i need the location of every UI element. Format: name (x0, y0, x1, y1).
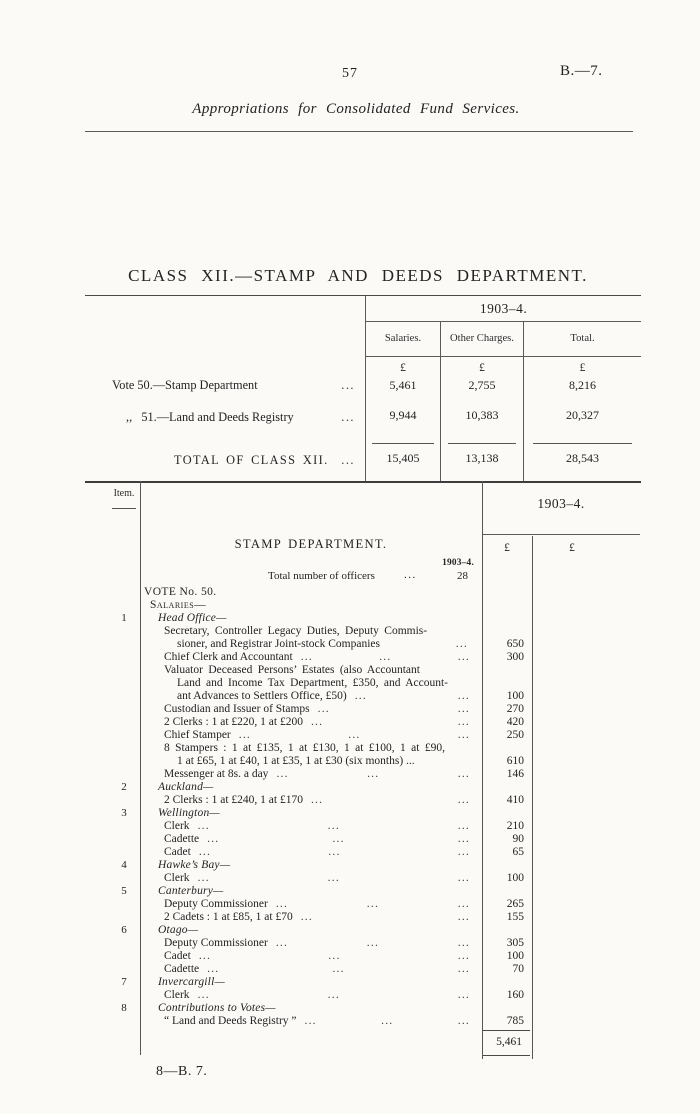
row-label: Clerk (164, 872, 190, 884)
row-label: Clerk (164, 820, 190, 832)
item-number: 5 (121, 885, 127, 897)
item-number: 8 (121, 1002, 127, 1014)
column-header-total: Total. (523, 322, 641, 357)
table-row (108, 1002, 640, 1015)
vote-heading-row (108, 586, 640, 599)
pound-sign: £ (523, 357, 641, 375)
dot-leader: ... ... ... (238, 729, 470, 741)
salaries-value: 9,944 (365, 405, 440, 438)
dot-leader: ... ... (310, 716, 470, 728)
salaries-heading: Salaries— (150, 599, 207, 611)
other-charges-value: 10,383 (440, 405, 523, 438)
page-number: 57 (342, 66, 358, 81)
sum-rule (533, 443, 631, 444)
other-charges-total: 13,138 (440, 448, 523, 475)
row-label: sioner, and Registrar Joint-stock Companies (177, 638, 380, 650)
summary-table (85, 295, 641, 483)
total-value: 20,327 (523, 405, 641, 438)
detail-table (108, 481, 640, 1059)
amount-cell: 90 (512, 833, 524, 845)
grand-total: 28,543 (523, 448, 641, 475)
amount-cell: 785 (506, 1015, 524, 1027)
row-label: TOTAL OF CLASS XII. (174, 453, 329, 467)
row-label: Contributions to Votes— (158, 1002, 276, 1014)
item-number: 1 (121, 612, 127, 624)
table-row (108, 859, 640, 872)
dot-leader: ... (341, 378, 355, 392)
table-row (108, 924, 640, 937)
table-row (108, 911, 640, 924)
dot-leader: ... ... ... (275, 898, 470, 910)
sum-rule (448, 443, 517, 444)
table-row (108, 625, 640, 638)
row-label: Cadette (164, 963, 200, 975)
dot-leader: ... ... ... (197, 820, 470, 832)
class-heading: CLASS XII.—STAMP AND DEEDS DEPARTMENT. (128, 266, 588, 285)
salaries-value: 5,461 (365, 375, 440, 405)
table-row (108, 963, 640, 976)
dot-leader: ... ... ... (300, 651, 470, 663)
item-header-rule (112, 508, 136, 509)
footer-signature: 8—B. 7. (156, 1064, 208, 1079)
sum-rule-cell (365, 438, 440, 448)
running-title: Appropriations for Consolidated Fund Services. (192, 101, 520, 117)
row-label: Deputy Commissioner (164, 898, 268, 910)
amount-cell: 65 (512, 846, 524, 858)
amount-cell: 265 (506, 898, 524, 910)
dot-leader: ... ... ... (198, 846, 470, 858)
dot-leader: ... ... ... (275, 937, 470, 949)
vote-heading: VOTE No. 50. (144, 586, 217, 598)
table-row (108, 612, 640, 625)
detail-table-header (108, 481, 640, 586)
row-label: “ Land and Deeds Registry ” (164, 1015, 297, 1027)
row-label: Invercargill— (158, 976, 225, 988)
amount-cell: 650 (506, 638, 524, 650)
dot-leader: ... ... (310, 794, 470, 806)
pound-sign: £ (440, 357, 523, 375)
column-header-other-charges: Other Charges. (440, 322, 523, 357)
amount-cell: 100 (506, 690, 524, 702)
table-row (108, 898, 640, 911)
table-row (108, 885, 640, 898)
dot-leader: ... ... (317, 703, 470, 715)
amount-cell: 100 (506, 872, 524, 884)
amount-cell: 420 (506, 716, 524, 728)
table-row (108, 729, 640, 742)
table-row (108, 950, 640, 963)
table-row (108, 820, 640, 833)
table-row (108, 781, 640, 794)
vote-total-row (108, 1028, 640, 1056)
row-label: Otago— (158, 924, 199, 936)
row-label: Cadet (164, 950, 191, 962)
doc-reference: B.—7. (560, 63, 603, 79)
amount-cell: 250 (506, 729, 524, 741)
row-label: Messenger at 8s. a day (164, 768, 269, 780)
table-row (108, 846, 640, 859)
amount-cell: 270 (506, 703, 524, 715)
amount-inner-divider (532, 536, 533, 1059)
row-label: Land and Income Tax Department, £350, and Account- (177, 677, 448, 689)
table-row (108, 742, 640, 755)
table-row (108, 664, 640, 677)
spacer-cell (85, 357, 365, 375)
table-row (108, 989, 640, 1002)
row-label: Cadet (164, 846, 191, 858)
item-number: 2 (121, 781, 127, 793)
item-column-header: Item. (113, 488, 135, 499)
amount-cell: 160 (506, 989, 524, 1001)
table-row (108, 976, 640, 989)
officers-label: Total number of officers (268, 570, 375, 582)
table-row (108, 872, 640, 885)
dot-leader: ... ... ... (304, 1015, 470, 1027)
amount-cell: 146 (506, 768, 524, 780)
row-label: 2 Clerks : 1 at £240, 1 at £170 (164, 794, 303, 806)
row-label: ant Advances to Settlers Office, £50) (177, 690, 347, 702)
table-row (108, 716, 640, 729)
row-label: 1 at £65, 1 at £40, 1 at £35, 1 at £30 (six months) ... (177, 755, 415, 767)
row-label: Canterbury— (158, 885, 224, 897)
sum-rule (372, 443, 434, 444)
amount-cell: 70 (512, 963, 524, 975)
dot-leader: ... ... ... (197, 989, 470, 1001)
sum-rule-cell (440, 438, 523, 448)
spacer-cell (85, 322, 365, 357)
table-row (108, 651, 640, 664)
table-row (108, 677, 640, 690)
pound-sign: £ (569, 542, 575, 554)
row-label: Chief Clerk and Accountant (164, 651, 293, 663)
column-header-salaries: Salaries. (365, 322, 440, 357)
table-row (108, 937, 640, 950)
row-label: 8 Stampers : 1 at £135, 1 at £130, 1 at £100, 1 at £90, (164, 742, 445, 754)
dot-leader: ... ... ... (198, 950, 470, 962)
dot-leader: ... ... ... (276, 768, 470, 780)
table-row (108, 768, 640, 781)
pound-sign: £ (365, 357, 440, 375)
officers-year-label: 1903–4. (442, 558, 474, 568)
amount-cell: 100 (506, 950, 524, 962)
table-row (108, 794, 640, 807)
spacer-cell (85, 296, 365, 322)
dot-leader: ... (404, 569, 417, 581)
sum-rule-cell (523, 438, 641, 448)
dot-leader: ... (341, 453, 355, 467)
item-number: 7 (121, 976, 127, 988)
vote-total: 5,461 (483, 1030, 530, 1056)
item-number: 6 (121, 924, 127, 936)
row-label: ,, 51.—Land and Deeds Registry (126, 410, 294, 424)
table-row (108, 807, 640, 820)
spacer-cell (85, 438, 365, 448)
item-number: 3 (121, 807, 127, 819)
dot-leader: ... ... ... (207, 963, 470, 975)
row-label: 2 Cadets : 1 at £85, 1 at £70 (164, 911, 293, 923)
dot-leader: ... ... ... (197, 872, 470, 884)
table-row (108, 1015, 640, 1028)
salaries-total: 15,405 (365, 448, 440, 475)
row-label: 2 Clerks : 1 at £220, 1 at £200 (164, 716, 303, 728)
row-label: Cadette (164, 833, 200, 845)
table-row (108, 703, 640, 716)
table-row-label (85, 405, 365, 438)
year-header-rule (482, 534, 640, 535)
table-row (108, 755, 640, 768)
officers-count: 28 (457, 570, 468, 582)
row-label: Auckland— (158, 781, 214, 793)
pound-sign: £ (504, 542, 510, 554)
row-label: Vote 50.—Stamp Department (112, 378, 258, 392)
row-label: Hawke’s Bay— (158, 859, 231, 871)
table-row (108, 690, 640, 703)
salaries-heading-row (108, 599, 640, 612)
row-label: Secretary, Controller Legacy Duties, Deputy Commis- (164, 625, 428, 637)
amount-cell: 305 (506, 937, 524, 949)
dot-leader: ... ... ... (207, 833, 470, 845)
total-value: 8,216 (523, 375, 641, 405)
year-header: 1903–4. (537, 496, 585, 511)
item-number: 4 (121, 859, 127, 871)
year-header: 1903–4. (365, 296, 641, 322)
amount-cell: 210 (506, 820, 524, 832)
row-label: Wellington— (158, 807, 220, 819)
table-row-label (85, 375, 365, 405)
amount-cell: 410 (506, 794, 524, 806)
row-label: Deputy Commissioner (164, 937, 268, 949)
row-label: Custodian and Issuer of Stamps (164, 703, 310, 715)
row-label: Valuator Deceased Persons’ Estates (also Accountant (164, 664, 420, 676)
department-title: STAMP DEPARTMENT. (234, 537, 388, 551)
row-label: Head Office— (158, 612, 227, 624)
amount-cell: 155 (506, 911, 524, 923)
row-label: Clerk (164, 989, 190, 1001)
dot-leader: ... (455, 638, 468, 650)
amount-cell: 610 (506, 755, 524, 767)
header-rule (85, 131, 633, 132)
dot-leader: ... (341, 410, 355, 424)
dot-leader: ... ... (300, 911, 470, 923)
amount-cell: 300 (506, 651, 524, 663)
dot-leader: ... ... (354, 690, 470, 702)
other-charges-value: 2,755 (440, 375, 523, 405)
table-row (108, 833, 640, 846)
table-row (108, 638, 640, 651)
total-row-label (85, 448, 365, 475)
row-label: Chief Stamper (164, 729, 231, 741)
